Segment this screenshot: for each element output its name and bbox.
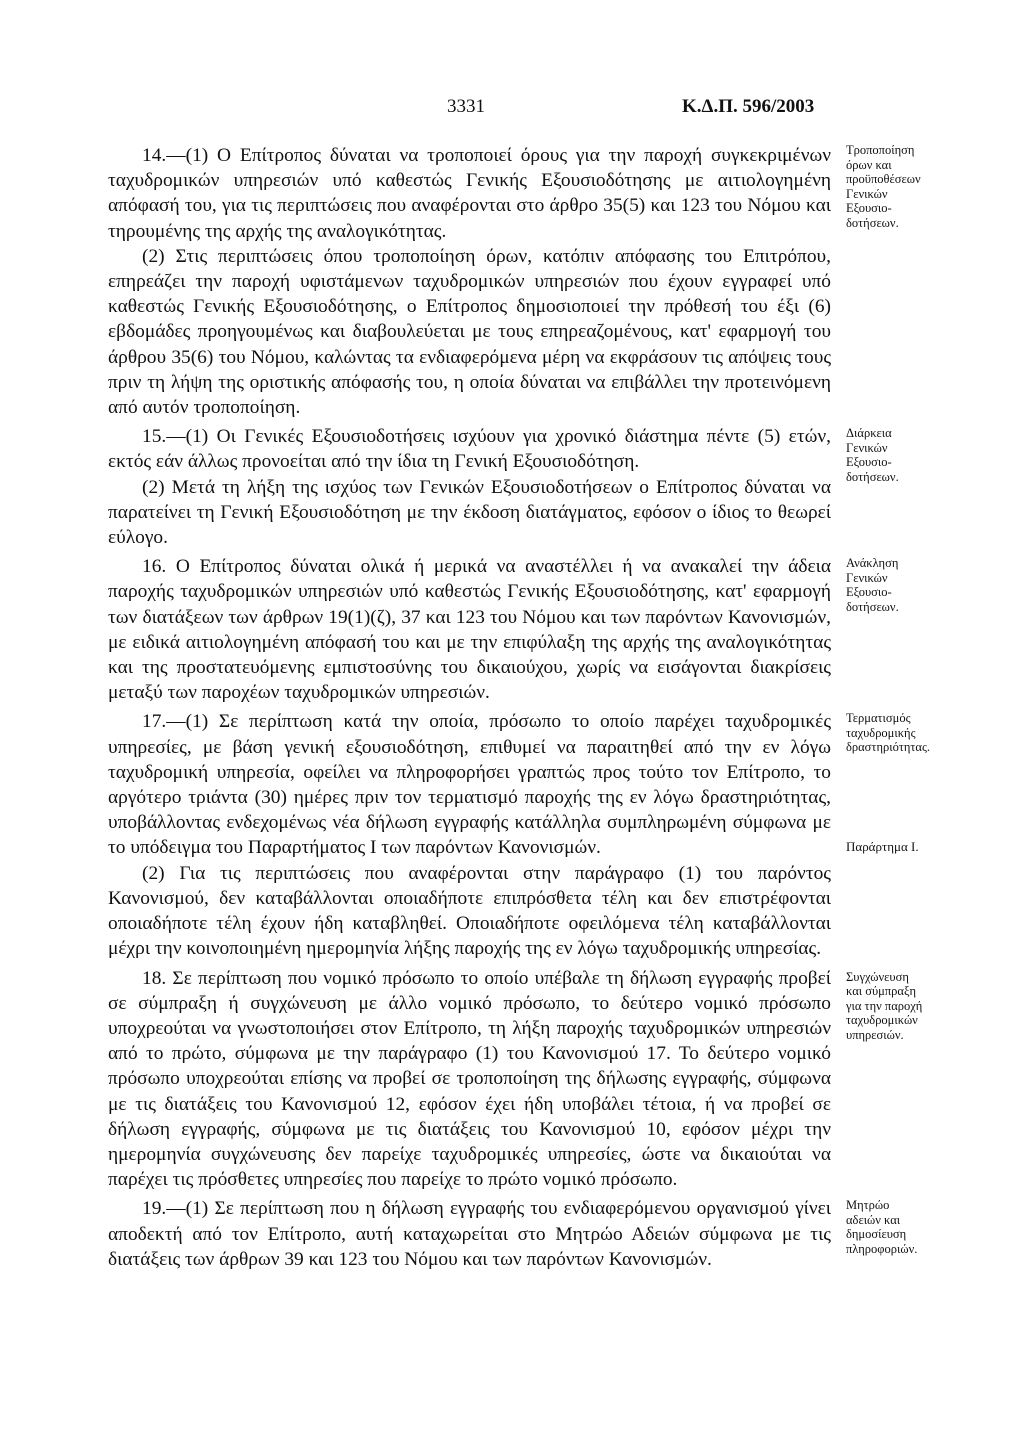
- paragraph-15-2: (2) Μετά τη λήξη της ισχύος των Γενικών Εξουσιοδοτήσεων ο Επίτροπος δύναται να παρατείνει τη Γενική Εξουσιοδότηση με την έκδοση διατάγματος, εφόσον ο ίδιος το θεωρεί εύλογο.: [108, 476, 831, 549]
- section-17: [108, 709, 931, 961]
- margin-note-19: Μητρώο αδειών και δημοσίευση πληροφοριών.: [846, 1198, 918, 1256]
- paragraph-18: 18. Σε περίπτωση που νομικό πρόσωπο το οποίο υπέβαλε τη δήλωση εγγραφής προβεί σε σύμπραξη ή συγχώνευση με άλλο νομικό πρόσωπο, το δεύτερο νομικό πρόσωπο υποχρεούται να γνωστοποιήσει στον Επίτροπο, τη λήξη παροχής ταχυδρομικών υπηρεσιών από το πρώτο, σύμφωνα με την παράγραφο (1) του Κανονισμού 17. Το δεύτερο νομικό πρόσωπο υποχρεούται επίσης να προβεί σε τροποποίηση της δήλωσης εγγραφής, σύμφωνα με τις διατάξεις του Κανονισμού 12, εφόσον έχει ήδη υποβάλει τέτοια, ή να προβεί σε δήλωση εγγραφής, σύμφωνα με τις διατάξεις του Κανονισμού 10, εφόσον μέχρι την ημερομηνία συγχώνευσης δεν παρείχε ταχυδρομικές υπηρεσίες, ώστε να δικαιούται να παρέχει τις πρόσθετες υπηρεσίες που παρείχε το πρώτο νομικό πρόσωπο.: [108, 967, 831, 1191]
- section-19: [108, 1196, 918, 1272]
- section-16: [108, 554, 899, 705]
- paragraph-17-2: (2) Για τις περιπτώσεις που αναφέρονται στην παράγραφο (1) του παρόντος Κανονισμού, δεν καταβάλλονται οποιαδήποτε επιπρόσθετα τέλη και δεν επιστρέφονται οποιαδήποτε τέλη έχουν ήδη καταβληθεί. Οποιαδήποτε οφειλόμενα τέλη καταβάλλονται μέχρι την κοινοποιημένη ημερομηνία λήξης παροχής της εν λόγω ταχυδρομικής υπηρεσίας.: [108, 862, 831, 960]
- paragraph-15-1: 15.—(1) Οι Γενικές Εξουσιοδοτήσεις ισχύουν για χρονικό διάστημα πέντε (5) ετών, εκτός εάν άλλως προνοείται από την ίδια τη Γενική Εξουσιοδότηση.: [108, 426, 831, 473]
- document-reference: Κ.Δ.Π. 596/2003: [682, 96, 815, 117]
- margin-note-17: Τερματισμός ταχυδρομικής δραστηριότητας.: [846, 711, 931, 755]
- page-header: [0, 96, 1024, 126]
- margin-note-14: Τροποποίηση όρων και προϋποθέσεων Γενικών Εξουσιο- δοτήσεων.: [846, 143, 921, 230]
- paragraph-14-2: (2) Στις περιπτώσεις όπου τροποποίηση όρων, κατόπιν απόφασης του Επιτρόπου, επηρεάζει την παροχή υφιστάμενων ταχυδρομικών υπηρεσιών που έχουν εγγραφεί υπό καθεστώς Γενικής Εξουσιοδότησης, ο Επίτροπος δημοσιοποιεί την πρόθεσή του έξι (6) εβδομάδες προηγουμένως και διαβουλεύεται με τους επηρεαζομένους, κατ' εφαρμογή του άρθρου 35(6) του Νόμου, καλώντας τα ενδιαφερόμενα μέρη να εκφράσουν τις απόψεις τους πριν τη λήψη της οριστικής απόφασής του, η οποία δύναται να επιβάλλει την προτεινόμενη από αυτόν τροποποίηση.: [108, 245, 831, 419]
- paragraph-16: 16. Ο Επίτροπος δύναται ολικά ή μερικά να αναστέλλει ή να ανακαλεί την άδεια παροχής ταχυδρομικών υπηρεσιών υπό καθεστώς Γενικής Εξουσιοδότησης, κατ' εφαρμογή των διατάξεων των άρθρων 19(1)(ζ), 37 και 123 του Νόμου και των παρόντων Κανονισμών, με ειδικά αιτιολογημένη απόφασή του και με την επιφύλαξη της αρχής της αναλογικότητας και της προστατευόμενης εμπιστοσύνης του δικαιούχου, χωρίς να εισάγονται διακρίσεις μεταξύ των παροχέων ταχυδρομικών υπηρεσιών.: [108, 556, 831, 704]
- margin-note-16: Ανάκληση Γενικών Εξουσιο- δοτήσεων.: [846, 556, 899, 614]
- section-18: [108, 966, 923, 1193]
- section-14: [108, 143, 921, 420]
- margin-note-18: Συγχώνευση και σύμπραξη για την παροχή ταχυδρομικών υπηρεσιών.: [846, 969, 923, 1042]
- section-15: [108, 424, 899, 550]
- paragraph-19: 19.—(1) Σε περίπτωση που η δήλωση εγγραφής του ενδιαφερόμενου οργανισμού γίνει αποδεκτή από τον Επίτροπο, αυτή καταχωρείται στο Μητρώο Αδειών σύμφωνα με τις διατάξεις των άρθρων 39 και 123 του Νόμου και των παρόντων Κανονισμών.: [108, 1198, 831, 1270]
- paragraph-17-1: 17.—(1) Σε περίπτωση κατά την οποία, πρόσωπο το οποίο παρέχει ταχυδρομικές υπηρεσίες, με βάση γενική εξουσιοδότηση, επιθυμεί να παραιτηθεί από την εν λόγω ταχυδρομική υπηρεσία, οφείλει να πληροφορήσει γραπτώς προς τούτο τον Επίτροπο, το αργότερο τριάντα (30) ημέρες πριν τον τερματισμό παροχής της εν λόγω δραστηριότητας, υποβάλλοντας ενδεχομένως νέα δήλωση εγγραφής κατάλληλα συμπληρωμένη σύμφωνα με το υπόδειγμα του Παραρτήματος Ι των παρόντων Κανονισμών.: [108, 711, 831, 859]
- paragraph-14-1: 14.—(1) Ο Επίτροπος δύναται να τροποποιεί όρους για την παροχή συγκεκριμένων ταχυδρομικών υπηρεσιών υπό καθεστώς Γενικής Εξουσιοδότησης με αιτιολογημένη απόφασή του, για τις περιπτώσεις που αναφέρονται στο άρθρο 35(5) και 123 του Νόμου και τηρουμένης της αρχής της αναλογικότητας.: [108, 145, 831, 242]
- page-number: 3331: [447, 96, 485, 117]
- margin-note-appendix: Παράρτημα Ι.: [846, 839, 919, 855]
- document-body: [108, 143, 931, 1272]
- margin-note-15: Διάρκεια Γενικών Εξουσιο- δοτήσεων.: [846, 426, 899, 484]
